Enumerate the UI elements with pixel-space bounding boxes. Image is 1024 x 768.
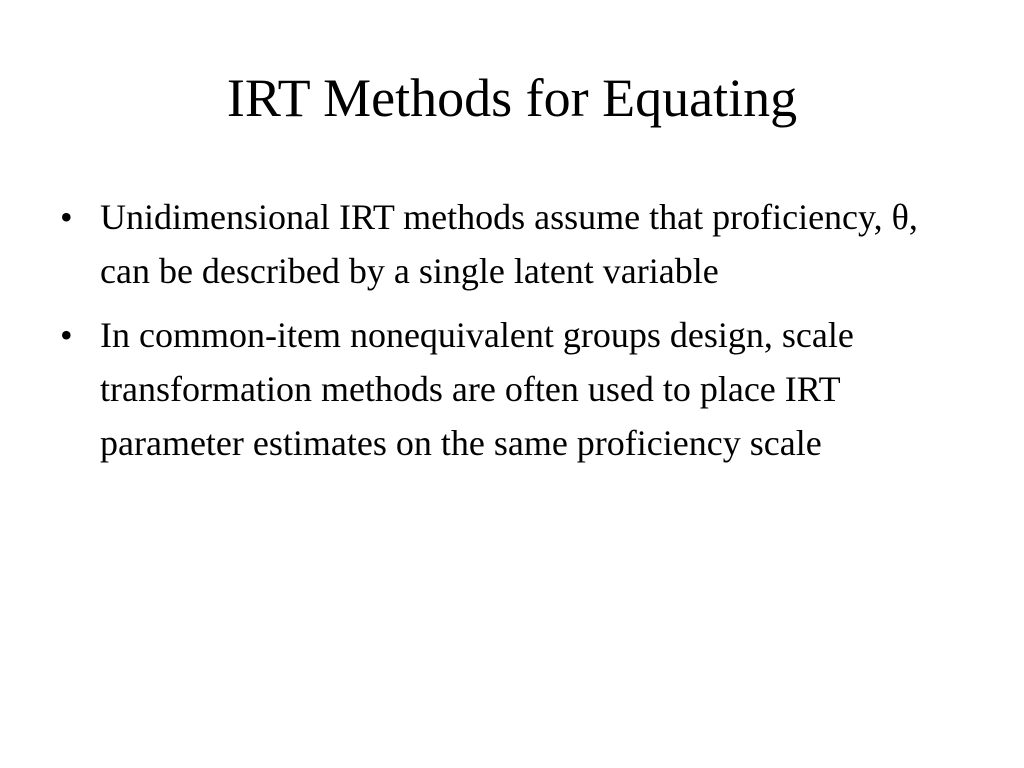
slide-title: IRT Methods for Equating xyxy=(226,68,798,128)
bullet-item xyxy=(60,190,970,298)
bullet-text: In common-item nonequivalent groups design, scale transformation methods are often used to place IRT parameter estimates on the same proficiency scale xyxy=(100,315,854,463)
bullet-marker: • xyxy=(60,197,73,237)
bullet-list xyxy=(60,190,970,480)
bullet-text: Unidimensional IRT methods assume that proficiency, θ, can be described by a single latent variable xyxy=(100,197,918,291)
bullet-item xyxy=(60,308,970,470)
bullet-marker: • xyxy=(60,315,73,355)
